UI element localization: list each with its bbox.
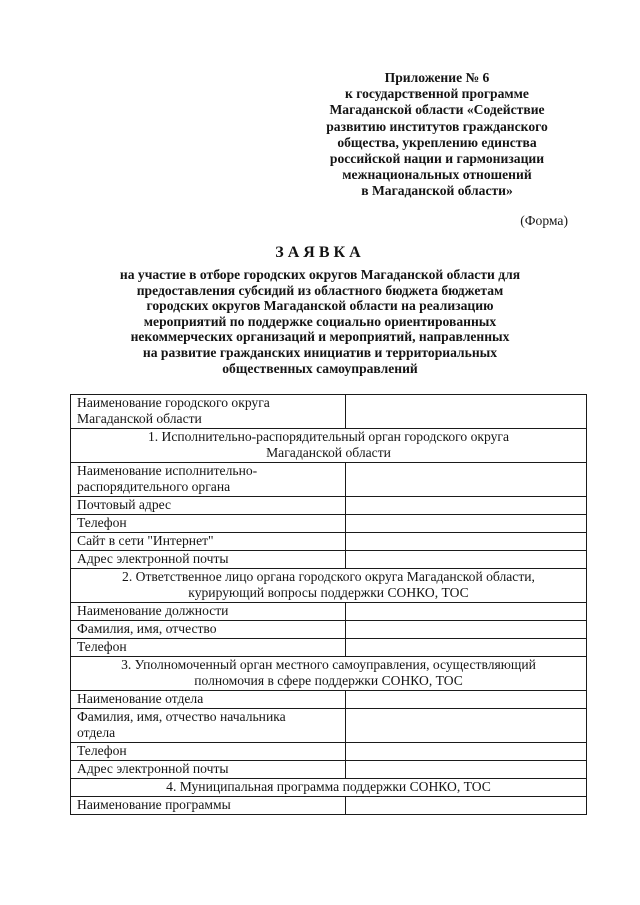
document-subtitle xyxy=(80,267,560,376)
field-label: Адрес электронной почты xyxy=(71,761,346,779)
field-label: Фамилия, имя, отчество xyxy=(71,621,346,639)
table-row xyxy=(71,395,587,429)
table-row xyxy=(71,797,587,815)
subtitle-line: некоммерческих организаций и мероприятий, направленных xyxy=(130,329,510,345)
document-title: ЗАЯВКА xyxy=(275,244,365,261)
field-label: Адрес электронной почты xyxy=(71,551,346,569)
label-line: Магаданской области xyxy=(77,411,202,426)
appendix-line: межнациональных отношений xyxy=(342,167,532,183)
field-value-cell[interactable] xyxy=(346,639,587,657)
field-label: Почтовый адрес xyxy=(71,497,346,515)
table-row xyxy=(71,497,587,515)
field-value-cell[interactable] xyxy=(346,743,587,761)
label-line: отдела xyxy=(77,725,116,740)
table-row xyxy=(71,551,587,569)
appendix-line: развитию институтов гражданского xyxy=(326,118,548,134)
table-row xyxy=(71,621,587,639)
application-table xyxy=(70,394,587,815)
section-title-line: полномочия в сфере поддержки СОНКО, ТОС xyxy=(194,673,463,688)
subtitle-line: на участие в отборе городских округов Магаданской области для xyxy=(119,267,521,282)
field-label: Наименование должности xyxy=(71,603,346,621)
table-row xyxy=(71,639,587,657)
appendix-line: Магаданской области «Содействие xyxy=(329,102,545,118)
subtitle-line: на развитие гражданских инициатив и территориальных xyxy=(142,344,498,360)
appendix-line: в Магаданской области» xyxy=(361,183,513,199)
field-value-cell[interactable] xyxy=(346,709,587,743)
form-label: (Форма) xyxy=(520,213,568,228)
section-title xyxy=(71,657,587,691)
section-header-4 xyxy=(71,779,587,797)
field-value-cell[interactable] xyxy=(346,761,587,779)
field-value-cell[interactable] xyxy=(346,551,587,569)
field-value-cell[interactable] xyxy=(346,691,587,709)
table-row xyxy=(71,515,587,533)
appendix-line: Приложение № 6 xyxy=(384,70,490,85)
field-label: Телефон xyxy=(71,639,346,657)
appendix-line: общества, укреплению единства xyxy=(337,134,537,150)
label-line: Наименование исполнительно- xyxy=(77,463,258,478)
field-value-cell[interactable] xyxy=(346,603,587,621)
subtitle-line: предоставления субсидий из областного бюджета бюджетам xyxy=(136,282,504,298)
label-line: распорядительного органа xyxy=(77,479,231,494)
field-value-cell[interactable] xyxy=(346,497,587,515)
subtitle-line: общественных самоуправлений xyxy=(222,360,418,376)
section-header-1 xyxy=(71,429,587,463)
subtitle-line: городских округов Магаданской области на реализацию xyxy=(146,298,494,314)
table-row xyxy=(71,691,587,709)
field-value-cell[interactable] xyxy=(346,463,587,497)
section-title-line: 3. Уполномоченный орган местного самоуправления, осуществляющий xyxy=(121,657,536,672)
subtitle-line: мероприятий по поддержке социально ориентированных xyxy=(143,313,497,329)
table-row xyxy=(71,743,587,761)
field-value-cell[interactable] xyxy=(346,515,587,533)
appendix-line: к государственной программе xyxy=(345,86,529,102)
field-label: Сайт в сети "Интернет" xyxy=(71,533,346,551)
table-row xyxy=(71,463,587,497)
section-title xyxy=(71,569,587,603)
section-header-2 xyxy=(71,569,587,603)
field-label xyxy=(71,395,346,429)
field-value-cell[interactable] xyxy=(346,621,587,639)
field-label xyxy=(71,463,346,497)
field-label: Телефон xyxy=(71,743,346,761)
section-title-line: Магаданской области xyxy=(266,445,391,460)
field-value-cell[interactable] xyxy=(346,797,587,815)
label-line: Наименование городского округа xyxy=(77,395,270,410)
table-row xyxy=(71,603,587,621)
field-label: Телефон xyxy=(71,515,346,533)
label-line: Фамилия, имя, отчество начальника xyxy=(77,709,286,724)
section-header-3 xyxy=(71,657,587,691)
appendix-line: российской нации и гармонизации xyxy=(329,151,545,167)
appendix-header xyxy=(306,70,568,200)
section-title-line: курирующий вопросы поддержки СОНКО, ТОС xyxy=(188,585,469,600)
field-value-cell[interactable] xyxy=(346,395,587,429)
section-title-line: 1. Исполнительно-распорядительный орган городского округа xyxy=(147,429,510,444)
field-label: Наименование отдела xyxy=(71,691,346,709)
section-title xyxy=(71,429,587,463)
section-title: 4. Муниципальная программа поддержки СОНКО, ТОС xyxy=(71,779,587,797)
section-title-line: 2. Ответственное лицо органа городского округа Магаданской области, xyxy=(122,569,535,584)
field-value-cell[interactable] xyxy=(346,533,587,551)
table-row xyxy=(71,533,587,551)
field-label xyxy=(71,709,346,743)
field-label: Наименование программы xyxy=(71,797,346,815)
table-row xyxy=(71,761,587,779)
table-row xyxy=(71,709,587,743)
